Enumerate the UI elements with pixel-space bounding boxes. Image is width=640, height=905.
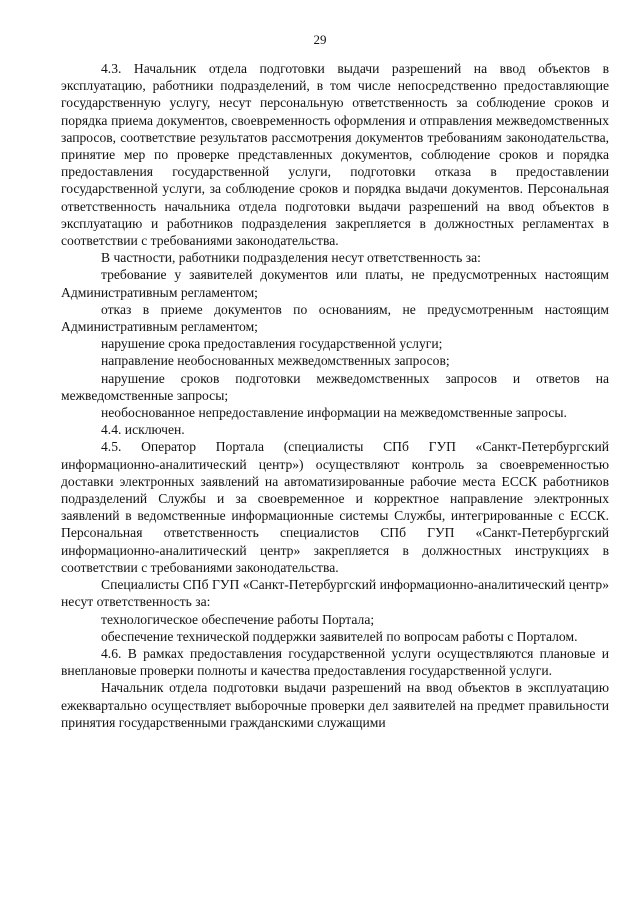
paragraph-specialists-intro: Специалисты СПб ГУП «Санкт-Петербургский информационно-аналитический центр» несут ответственность за: xyxy=(61,577,609,610)
list-item-documents-requirement: требование у заявителей документов или платы, не предусмотренных настоящим Административным регламентом; xyxy=(61,267,609,300)
list-item-unfounded-requests: направление необоснованных межведомственных запросов; xyxy=(101,353,450,369)
list-item-refusal: отказ в приеме документов по основаниям, не предусмотренным настоящим Административным регламентом; xyxy=(61,301,609,335)
list-item-technical-support: обеспечение технической поддержки заявителей по вопросам работы с Порталом. xyxy=(101,628,578,644)
list-item-info-withholding: необоснованное непредоставление информации на межведомственные запросы. xyxy=(101,405,567,421)
paragraph-4-4: 4.4. исключен. xyxy=(101,422,185,438)
page-number: 29 xyxy=(313,32,327,47)
page-body xyxy=(61,60,609,731)
paragraph-responsibility-intro: В частности, работники подразделения несут ответственность за: xyxy=(101,250,481,266)
paragraph-4-6: 4.6. В рамках предоставления государственной услуги осуществляются плановые и внеплановые проверки полноты и качества предоставления государственной услуги. xyxy=(61,645,609,679)
list-item-request-deadlines: нарушение сроков подготовки межведомственных запросов и ответов на межведомственные запросы; xyxy=(61,370,609,403)
paragraph-4-3: 4.3. Начальник отдела подготовки выдачи разрешений на ввод объектов в эксплуатацию, работники подразделений, в том числе непосредственно предоставляющие государственную услугу, несут персональную ответственность за соблюдение сроков и порядка приема документов, своевременность оформления и отправления межведомственных запросов, соответствие результатов рассмотрения документов требованиям законодательства, принятие мер по проверке представленных документов, соблюдение сроков и порядка предоставления государственной услуги, подготовки отказа в предоставлении государственной услуги, за соблюдение сроков и порядка выдачи документов. Персональная ответственность начальника отдела подготовки выдачи разрешений на ввод объектов в эксплуатацию и работников подразделения закрепляется в должностных регламентах в соответствии с требованиями законодательства. xyxy=(61,61,609,249)
list-item-deadline-violation: нарушение срока предоставления государственной услуги; xyxy=(101,336,443,352)
list-item-portal-support: технологическое обеспечение работы Портала; xyxy=(101,611,375,627)
paragraph-quarterly-checks: Начальник отдела подготовки выдачи разрешений на ввод объектов в эксплуатацию ежеквартально осуществляет выборочные проверки дел заявителей на предмет правильности принятия государственными гражданскими служащими xyxy=(61,680,609,730)
paragraph-4-5: 4.5. Оператор Портала (специалисты СПб ГУП «Санкт-Петербургский информационно-аналитический центр») осуществляют контроль за своевременностью доставки электронных заявлений на автоматизированные рабочие места ЕССК работников подразделений Службы и за своевременное и корректное направление электронных заявлений в ведомственные информационные системы Службы, интегрированные с ЕССК. Персональная ответственность специалистов СПб ГУП «Санкт-Петербургский информационно-аналитический центр» закрепляется в должностных инструкциях в соответствии с требованиями законодательства. xyxy=(61,439,609,575)
